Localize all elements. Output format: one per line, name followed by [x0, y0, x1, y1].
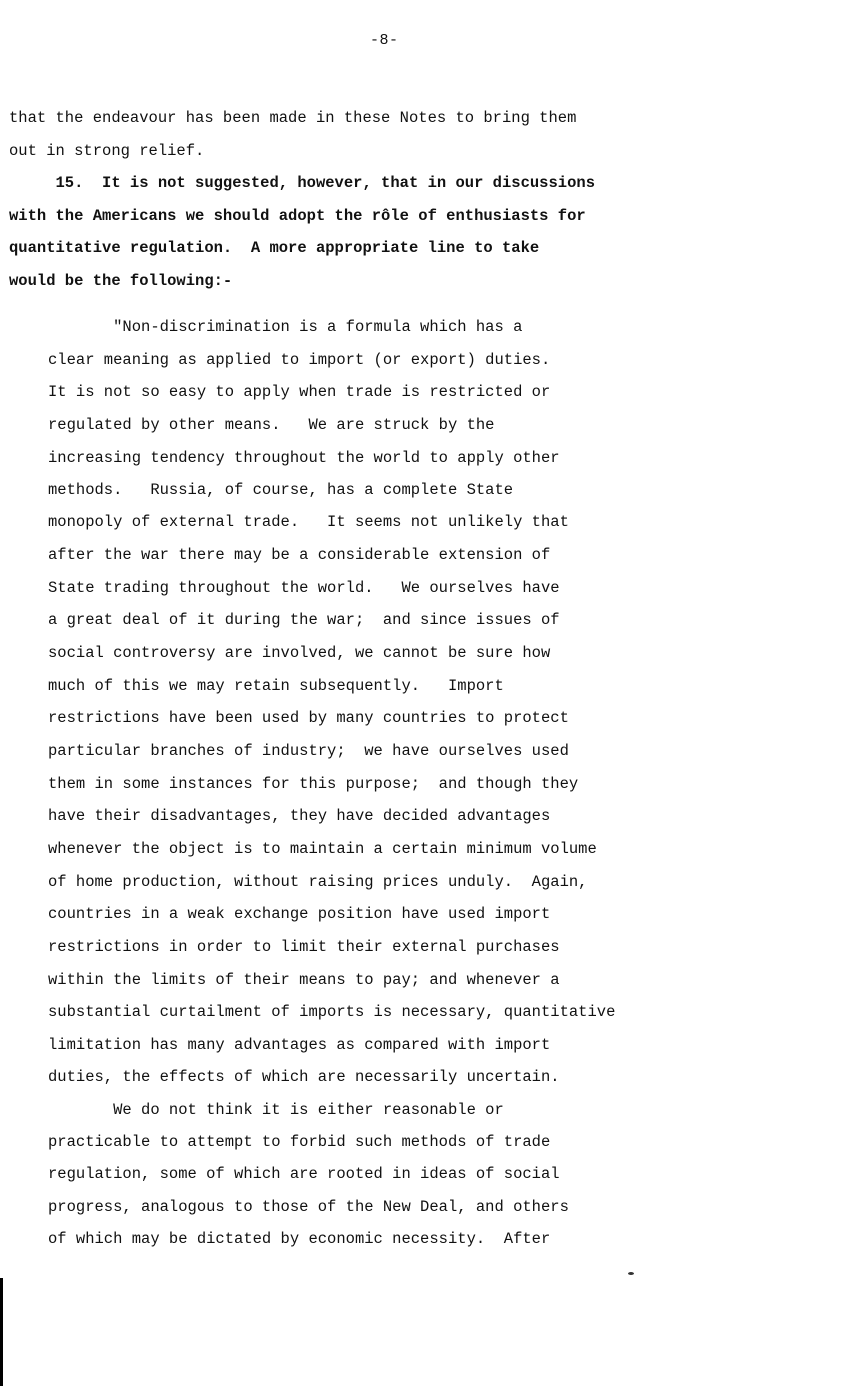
text-line: that the endeavour has been made in these Notes to bring them	[9, 109, 577, 127]
text-line: regulation, some of which are rooted in ideas of social	[48, 1165, 560, 1183]
text-line: out in strong relief.	[9, 142, 205, 160]
text-line: State trading throughout the world. We ourselves have	[48, 579, 560, 597]
text-line: limitation has many advantages as compared with import	[48, 1036, 551, 1054]
text-line: regulated by other means. We are struck by the	[48, 416, 495, 434]
text-line: substantial curtailment of imports is necessary, quantitative	[48, 1003, 616, 1021]
text-line: increasing tendency throughout the world to apply other	[48, 449, 560, 467]
scan-speck	[628, 1272, 634, 1275]
text-line: monopoly of external trade. It seems not unlikely that	[48, 513, 569, 531]
text-line: would be the following:-	[9, 272, 233, 290]
text-line: within the limits of their means to pay; and whenever a	[48, 971, 560, 989]
text-line: of home production, without raising prices unduly. Again,	[48, 873, 588, 891]
text-line: countries in a weak exchange position have used import	[48, 905, 551, 923]
scan-edge-bar	[0, 1278, 3, 1386]
text-line: with the Americans we should adopt the rôle of enthusiasts for	[9, 207, 586, 225]
text-line: clear meaning as applied to import (or export) duties.	[48, 351, 551, 369]
text-line: "Non-discrimination is a formula which has a	[48, 318, 523, 336]
text-line: particular branches of industry; we have ourselves used	[48, 742, 569, 760]
text-line: We do not think it is either reasonable or	[48, 1101, 504, 1119]
text-line: social controversy are involved, we cannot be sure how	[48, 644, 551, 662]
text-line: restrictions in order to limit their external purchases	[48, 938, 560, 956]
text-line: whenever the object is to maintain a certain minimum volume	[48, 840, 597, 858]
text-line: duties, the effects of which are necessarily uncertain.	[48, 1068, 560, 1086]
page-number: -8-	[370, 32, 399, 49]
text-line: quantitative regulation. A more appropriate line to take	[9, 239, 540, 257]
text-line: methods. Russia, of course, has a complete State	[48, 481, 514, 499]
text-line: practicable to attempt to forbid such methods of trade	[48, 1133, 551, 1151]
text-line: restrictions have been used by many countries to protect	[48, 709, 569, 727]
text-line: of which may be dictated by economic necessity. After	[48, 1230, 551, 1248]
text-line: them in some instances for this purpose; and though they	[48, 775, 579, 793]
text-line: a great deal of it during the war; and since issues of	[48, 611, 560, 629]
text-line: 15. It is not suggested, however, that in our discussions	[9, 174, 595, 192]
text-line: after the war there may be a considerable extension of	[48, 546, 551, 564]
text-line: It is not so easy to apply when trade is restricted or	[48, 383, 551, 401]
text-line: much of this we may retain subsequently. Import	[48, 677, 504, 695]
text-line: progress, analogous to those of the New Deal, and others	[48, 1198, 569, 1216]
text-line: have their disadvantages, they have decided advantages	[48, 807, 551, 825]
